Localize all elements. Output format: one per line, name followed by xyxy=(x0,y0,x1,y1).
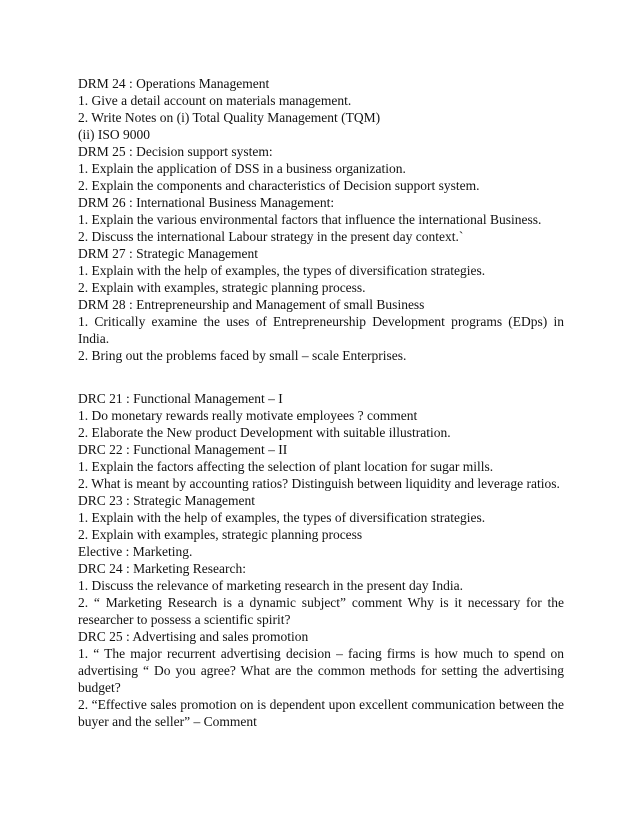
question-item: (ii) ISO 9000 xyxy=(78,127,150,142)
question-item: 1. Explain with the help of examples, the types of diversification strategies. xyxy=(78,263,486,278)
question-item: 1. Explain the various environmental factors that influence the international Business. xyxy=(78,212,542,227)
question-item: 1. Critically examine the uses of Entrepreneurship Development programs (EDps) in India. xyxy=(78,314,564,346)
question-item: 1. Discuss the relevance of marketing research in the present day India. xyxy=(78,578,463,593)
question-item: 1. “ The major recurrent advertising decision – facing firms is how much to spend on advertising “ Do you agree? What are the common methods for setting the advertising budget? xyxy=(78,646,564,695)
question-item: 2. Explain the components and characteristics of Decision support system. xyxy=(78,178,480,193)
question-item: 2. Write Notes on (i) Total Quality Management (TQM) xyxy=(78,110,381,125)
question-item: 2. Bring out the problems faced by small – scale Enterprises. xyxy=(78,348,407,363)
section-drc xyxy=(78,390,564,730)
question-item: 1. Explain the application of DSS in a business organization. xyxy=(78,161,406,176)
question-item: 2. Explain with examples, strategic planning process xyxy=(78,527,363,542)
course-heading: DRC 23 : Strategic Management xyxy=(78,493,255,508)
question-item: 1. Explain with the help of examples, the types of diversification strategies. xyxy=(78,510,486,525)
question-item: 2. Elaborate the New product Development with suitable illustration. xyxy=(78,425,451,440)
question-item: 2. “ Marketing Research is a dynamic subject” comment Why is it necessary for the researcher to possess a scientific spirit? xyxy=(78,595,564,627)
course-heading: DRM 25 : Decision support system: xyxy=(78,144,273,159)
question-item: 1. Do monetary rewards really motivate employees ? comment xyxy=(78,408,418,423)
question-item: 2. “Effective sales promotion on is dependent upon excellent communication between the buyer and the seller” – Comment xyxy=(78,697,564,729)
course-heading: DRC 24 : Marketing Research: xyxy=(78,561,246,576)
question-item: 1. Give a detail account on materials management. xyxy=(78,93,352,108)
course-heading: DRM 28 : Entrepreneurship and Management of small Business xyxy=(78,297,425,312)
course-heading: DRM 24 : Operations Management xyxy=(78,76,270,91)
question-item: 2. What is meant by accounting ratios? Distinguish between liquidity and leverage ratios. xyxy=(78,476,560,491)
course-heading: DRC 22 : Functional Management – II xyxy=(78,442,288,457)
elective-heading: Elective : Marketing. xyxy=(78,544,193,559)
course-heading: DRC 25 : Advertising and sales promotion xyxy=(78,629,309,644)
course-heading: DRC 21 : Functional Management – I xyxy=(78,391,283,406)
section-drm xyxy=(78,75,564,364)
course-heading: DRM 26 : International Business Management: xyxy=(78,195,335,210)
question-item: 2. Explain with examples, strategic planning process. xyxy=(78,280,366,295)
course-heading: DRM 27 : Strategic Management xyxy=(78,246,258,261)
question-item: 1. Explain the factors affecting the selection of plant location for sugar mills. xyxy=(78,459,494,474)
question-item: 2. Discuss the international Labour strategy in the present day context.` xyxy=(78,229,464,244)
